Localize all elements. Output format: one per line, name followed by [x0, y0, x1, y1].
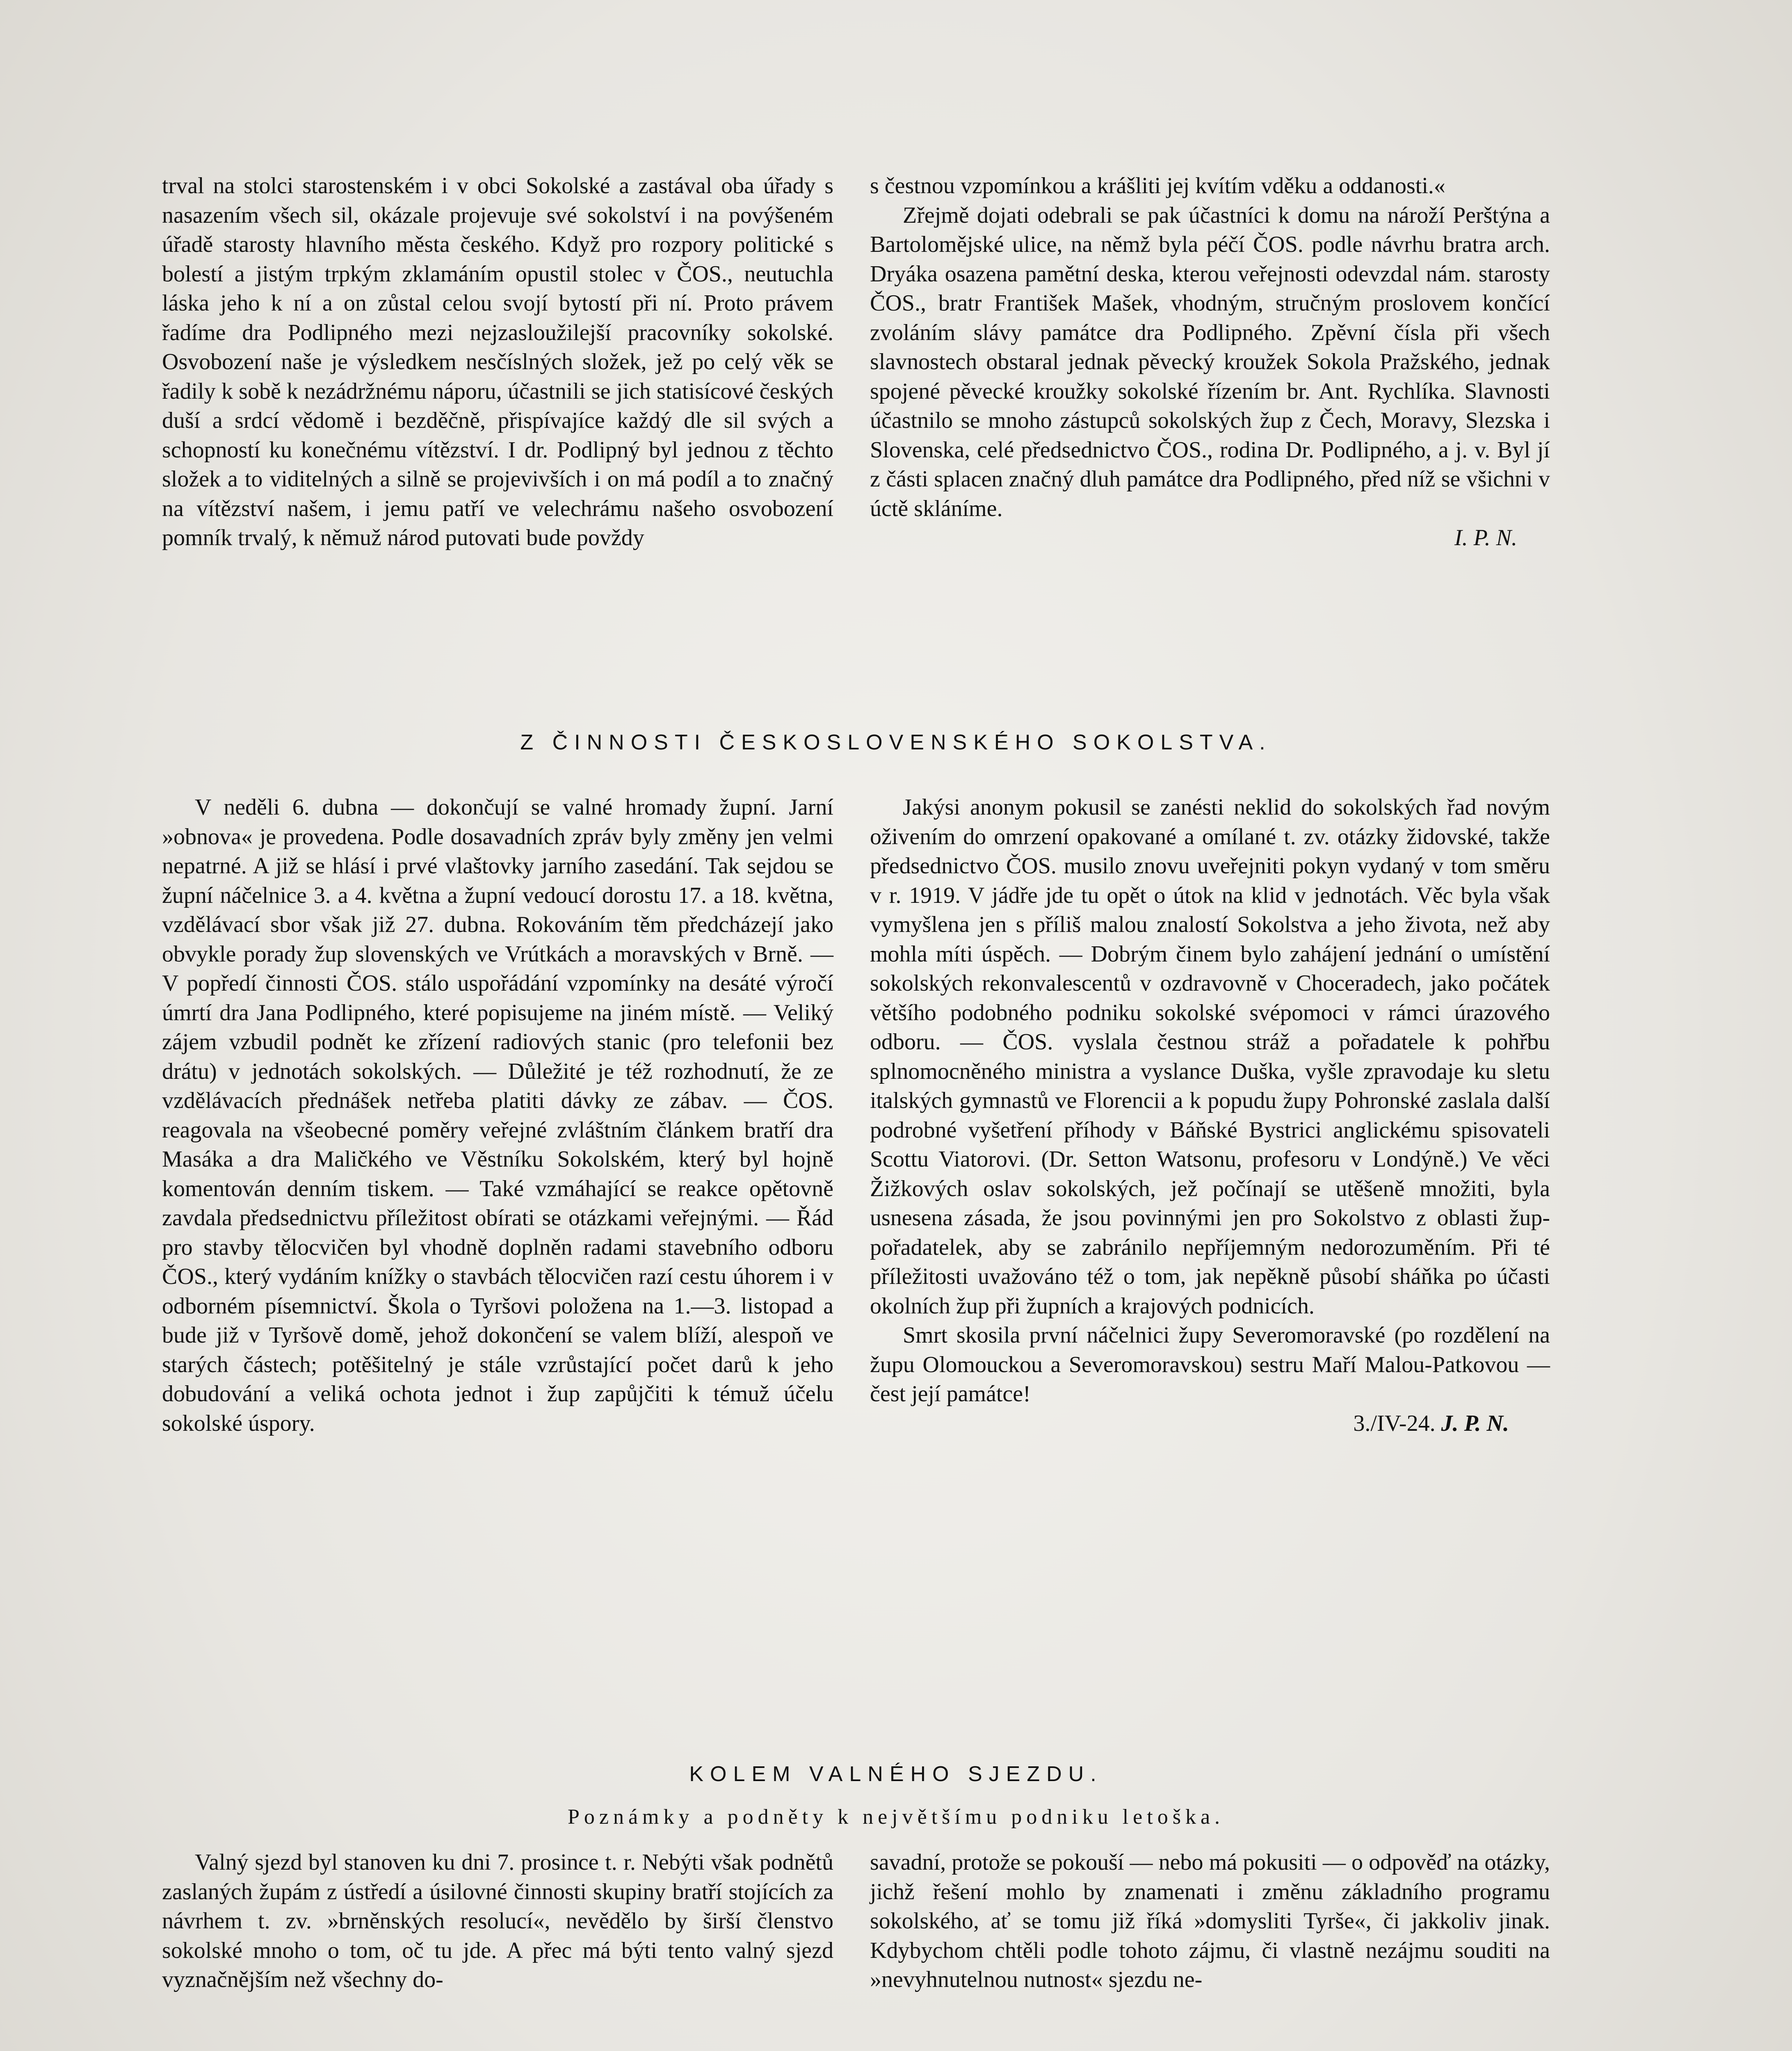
section3-heading: KOLEM VALNÉHO SJEZDU.: [689, 1762, 1103, 1786]
section3-subheading: Poznámky a podněty k největšímu podniku letoška.: [567, 1805, 1225, 1829]
paragraph: trval na stolci starostenském i v obci Sokolské a zastával oba úřady s nasazením všech sil, okázale projevuje své sokolství i na povýšeném úřadě starosty hlavního města českého. Když pro rozpory politické s bolestí a jistým trpkým zklamáním opustil stolec v ČOS., neutuchla láska jeho k ní a on zůstal celou svojí bytostí při ní. Proto právem řadíme dra Podlipného mezi nejzasloužilejší pracovníky sokolské. Osvobození naše je výsledkem nesčíslných složek, jež po celý věk se řadily k sobě k nezádržnému náporu, účastnili se jich statisícové českých duší a srdcí vědomě i bezděčně, přispívajíce každý dle sil svých a schopností ku konečnému vítězství. I dr. Podlipný byl jednou z těchto složek a to viditelných a silně se projevivších i on má podíl a to značný na vítězství našem, i jemu patří ve velechrámu našeho osvobození pomník trvalý, k němuž národ putovati bude povždy: [162, 173, 833, 550]
section2-left-column: [162, 793, 833, 1438]
signature: J. P. N.: [1441, 1410, 1509, 1436]
paragraph: Jakýsi anonym pokusil se zanésti neklid do sokolských řad novým oživením do omrzení opakované a omílané t. zv. otázky židovské, takže předsednictvo ČOS. musilo znovu uveřejniti pokyn vydaný v tom směru v r. 1919. V jádře jde tu opět o útok na klid v jednotách. Věc byla však vymyšlena jen s příliš malou znalostí Sokolstva a jeho života, než aby mohla míti úspěch. — Dobrým činem bylo zahájení jednání o umístění sokolských rekonvalescentů v ozdravovně v Choceradech, jako počátek většího podobného podniku sokolské svépomoci v rámci úrazového odboru. — ČOS. vyslala čestnou stráž a pořadatele k pohřbu splnomocněného ministra a vyslance Duška, vyšle zpravodaje ku sletu italských gymnastů ve Florencii a k popudu župy Pohronské zaslala další podrobné vyšetření příhody v Báňské Bystrici anglickému spisovateli Scottu Viatorovi. (Dr. Setton Watsonu, profesoru v Londýně.) Ve věci Žižkových oslav sokolských, jež počínají se utěšeně množiti, byla usnesena zásada, že jsou povinnými jen pro Sokolstvo z oblasti žup-pořadatelek, aby se zabránilo nepříjemným nedorozuměním. Při té příležitosti uvažováno též o tom, jak nepěkně působí sháňka po účasti okolních žup při župních a krajových podnicích.: [870, 795, 1550, 1319]
section2-heading: Z ČINNOSTI ČESKOSLOVENSKÉHO SOKOLSTVA.: [520, 731, 1272, 754]
section3-left-column: [162, 1848, 833, 1995]
section2-right-column: [870, 793, 1550, 1438]
signature: I. P. N.: [1454, 525, 1517, 550]
signature-date: 3./IV-24.: [1353, 1410, 1436, 1436]
section1-left-column: [162, 171, 833, 553]
signature-line: [870, 1409, 1550, 1439]
section1-right-column: [870, 171, 1550, 553]
paragraph: s čestnou vzpomínkou a krášliti jej kvítím vděku a oddanosti.«: [870, 173, 1445, 199]
paragraph: Smrt skosila první náčelnici župy Severomoravské (po rozdělení na župu Olomouckou a Severomoravskou) sestru Maří Malou-Patkovou — čest její památce!: [870, 1322, 1550, 1407]
section3-right-column: [870, 1848, 1550, 1995]
paragraph: Valný sjezd byl stanoven ku dni 7. prosince t. r. Nebýti však podnětů zaslaných župám z ústředí a úsilovné činnosti skupiny bratří stojících za návrhem t. zv. »brněnských resolucí«, nevědělo by širší členstvo sokolské mnoho o tom, oč tu jde. A přec má býti tento valný sjezd vyznačnějším než všechny do-: [162, 1850, 833, 1992]
paragraph: savadní, protože se pokouší — nebo má pokusiti — o odpověď na otázky, jichž řešení mohlo by znamenati i změnu základního programu sokolského, ať se tomu již říká »domysliti Tyrše«, či jakkoliv jinak. Kdybychom chtěli podle tohoto zájmu, či vlastně nezájmu souditi na »nevyhnutelnou nutnost« sjezdu ne-: [870, 1850, 1550, 1992]
paragraph: V neděli 6. dubna — dokončují se valné hromady župní. Jarní »obnova« je provedena. Podle dosavadních zpráv byly změny jen velmi nepatrné. A již se hlásí i prvé vlaštovky jarního zasedání. Tak sejdou se župní náčelnice 3. a 4. května a župní vedoucí dorostu 17. a 18. května, vzdělávací sbor však již 27. dubna. Rokováním těm předcházejí jako obvykle porady žup slovenských ve Vrútkách a moravských v Brně. — V popředí činnosti ČOS. stálo uspořádání vzpomínky na desáté výročí úmrtí dra Jana Podlipného, které popisujeme na jiném místě. — Veliký zájem vzbudil podnět ke zřízení radiových stanic (pro telefonii bez drátu) v jednotách sokolských. — Důležité je též rozhodnutí, že ze vzdělávacích přednášek netřeba platiti dávky ze zábav. — ČOS. reagovala na všeobecné poměry veřejné zvláštním článkem bratří dra Masáka a dra Maličkého ve Věstníku Sokolském, který byl hojně komentován denním tiskem. — Také vzmáhající se reakce opětovně zavdala předsednictvu příležitost obírati se otázkami veřejnými. — Řád pro stavby tělocvičen byl vhodně doplněn radami stavebního odboru ČOS., který vydáním knížky o stavbách tělocvičen razí cestu úhorem i v odborném písemnictví. Škola o Tyršovi položena na 1.—3. listopad a bude již v Tyršově domě, jehož dokončení se valem blíží, alespoň ve starých částech; potěšitelný je stále vzrůstající počet darů k jeho dobudování a veliká ochota jednot i žup zapůjčiti k témuž účelu sokolské úspory.: [162, 795, 833, 1436]
paragraph: Zřejmě dojati odebrali se pak účastníci k domu na nároží Perštýna a Bartolomějské ulice, na němž byla péčí ČOS. podle návrhu bratra arch. Dryáka osazena pamětní deska, kterou veřejnosti odevzdal nám. starosty ČOS., bratr František Mašek, vhodným, stručným proslovem končící zvoláním slávy památce dra Podlipného. Zpěvní čísla při všech slavnostech obstaral jednak pěvecký kroužek Sokola Pražského, jednak spojené pěvecké kroužky sokolské řízením br. Ant. Rychlíka. Slavnosti účastnilo se mnoho zástupců sokolských žup z Čech, Moravy, Slezska i Slovenska, celé předsednictvo ČOS., rodina Dr. Podlipného, a j. v. Byl jí z části splacen značný dluh památce dra Podlipného, před níž se všichni v úctě skláníme.: [870, 202, 1550, 521]
